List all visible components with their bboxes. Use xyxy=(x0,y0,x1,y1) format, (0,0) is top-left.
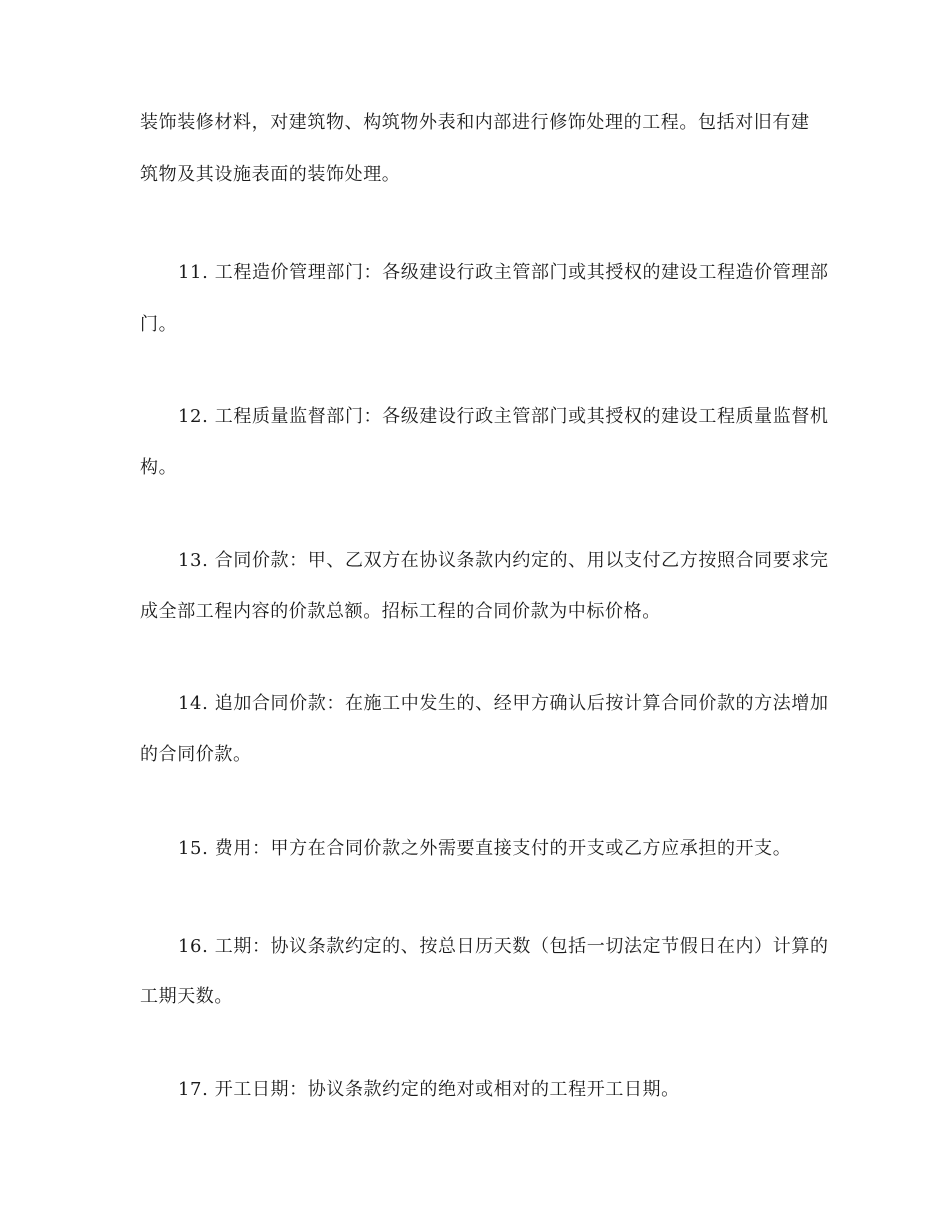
clause-14-line-1: 14. 追加合同价款：在施工中发生的、经甲方确认后按计算合同价款的方法增加 xyxy=(178,693,829,714)
clause-17-line-1: 17. 开工日期：协议条款约定的绝对或相对的工程开工日期。 xyxy=(178,1079,680,1100)
clause-16-line-1: 16. 工期：协议条款约定的、按总日历天数（包括一切法定节假日在内）计算的 xyxy=(178,936,829,957)
clause-13-line-1: 13. 合同价款：甲、乙双方在协议条款内约定的、用以支付乙方按照合同要求完 xyxy=(178,550,829,571)
clause-16-line-2: 工期天数。 xyxy=(140,986,233,1007)
clause-12-line-1: 12. 工程质量监督部门：各级建设行政主管部门或其授权的建设工程质量监督机 xyxy=(178,406,829,427)
clause-15-line-1: 15. 费用：甲方在合同价款之外需要直接支付的开支或乙方应承担的开支。 xyxy=(178,838,792,859)
clause-12-line-2: 构。 xyxy=(140,457,178,478)
clause-14-line-2: 的合同价款。 xyxy=(140,744,252,765)
paragraph-intro-line-1: 装饰装修材料，对建筑物、构筑物外表和内部进行修饰处理的工程。包括对旧有建 xyxy=(140,112,810,133)
clause-11-line-2: 门。 xyxy=(140,314,178,335)
clause-13-line-2: 成全部工程内容的价款总额。招标工程的合同价款为中标价格。 xyxy=(140,601,661,622)
paragraph-intro-line-2: 筑物及其设施表面的装饰处理。 xyxy=(140,164,401,185)
clause-11-line-1: 11. 工程造价管理部门：各级建设行政主管部门或其授权的建设工程造价管理部 xyxy=(178,262,829,283)
